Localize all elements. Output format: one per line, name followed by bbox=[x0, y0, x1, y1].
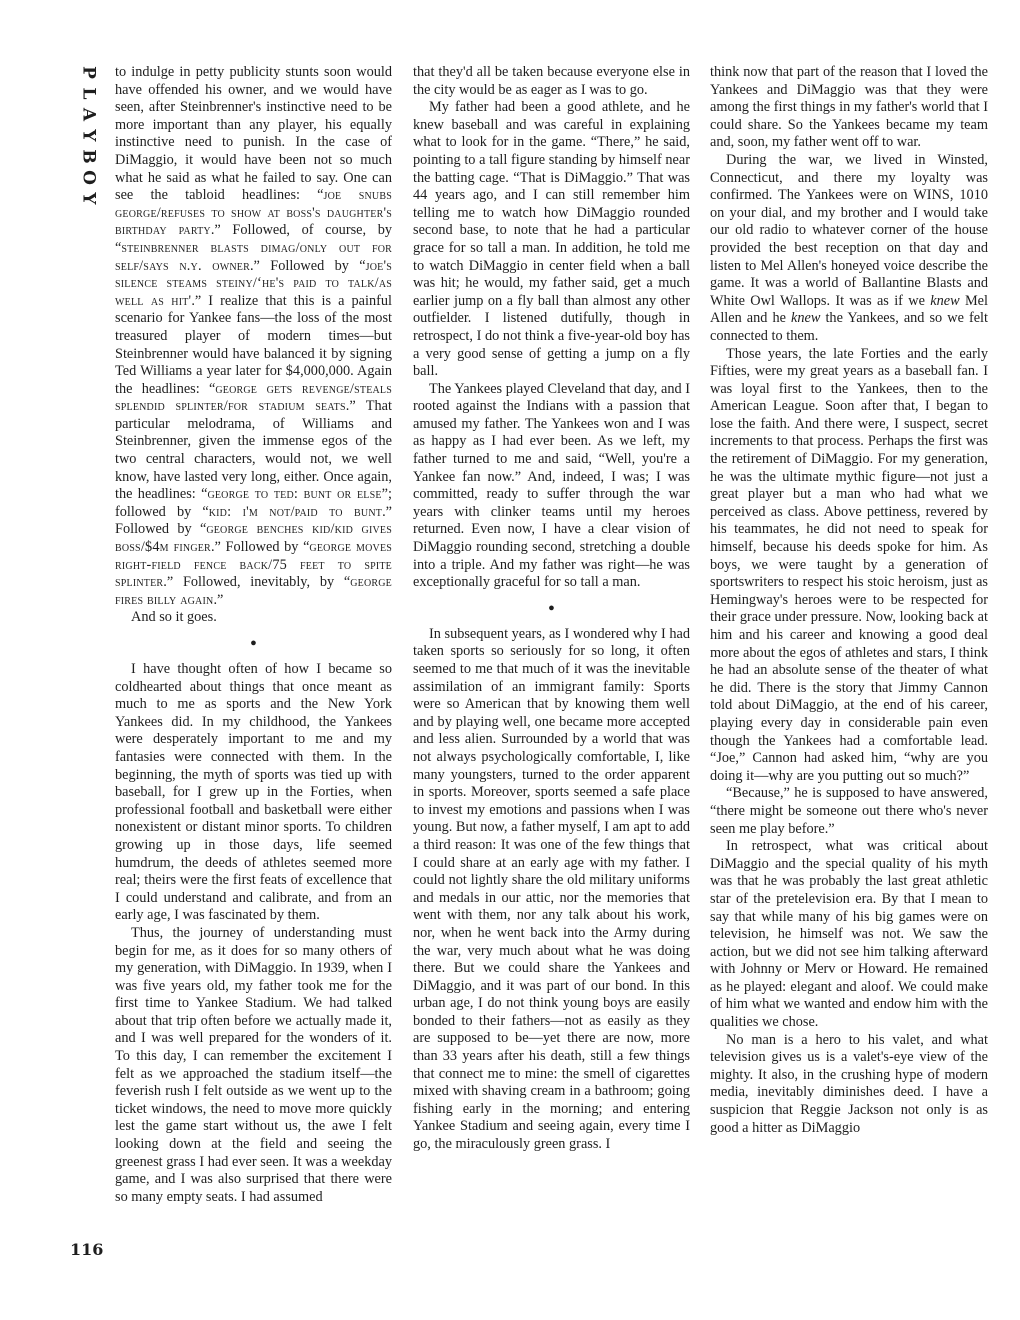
section-break-ornament: ● bbox=[548, 601, 555, 614]
text-column-1 bbox=[115, 64, 392, 1264]
logo-letter: B bbox=[78, 149, 99, 164]
headline-quote: george to ted: bunt or else bbox=[207, 486, 382, 503]
logo-letter: A bbox=[78, 107, 99, 122]
headline-quote: george moves right-field fence back/75 feet to spite splinter bbox=[115, 539, 392, 591]
paragraph: I have thought often of how I became so coldhearted about things that once meant as much to me as sports and the New York Yankees did. In my childhood, the Yankees were desperately important to me and my fantasies were connected with them. In the beginning, the myth of sports was tied up with baseball, for I grew up in the Forties, when professional football and basketball were either nonexistent or distant minor sports. To children growing up in those days, life seemed humdrum, the deeds of athletes seemed more real; theirs were the first feats of excellence that I could understand and calibrate, and from an early age, I was fascinated by them. bbox=[115, 661, 392, 924]
headline-quote: joe's silence steams steiny/‘he's paid to talk/as well as hit' bbox=[115, 257, 392, 309]
paragraph: that they'd all be taken because everyone else in the city would be as eager as I was to go. bbox=[413, 64, 690, 98]
paragraph: No man is a hero to his valet, and what television gives us is a valet's-eye view of the mighty. It also, in the crushing hype of modern media, inevitably diminishes deed. I have a suspicion that Reggie Jackson not only is as good a hitter as DiMaggio bbox=[710, 1031, 988, 1136]
headline-quote: george fires billy again bbox=[115, 574, 392, 608]
text-column-3 bbox=[710, 64, 988, 1264]
logo-letter: L bbox=[78, 87, 99, 100]
logo-letter: Y bbox=[78, 129, 99, 142]
logo-letter: P bbox=[78, 66, 99, 79]
paragraph: My father had been a good athlete, and he knew baseball and was careful in explaining what to look for in the game. “There,” he said, pointing to a tall figure standing by himself near the batting cage. “That is DiMaggio.” That was 44 years ago, and I can still remember him telling me to watch how DiMaggio rounded second base, to note that he had a particular grace for so tall a man. In addition, he told me to watch DiMaggio in center field when a ball was hit; he would, my father said, get a much earlier jump on a fly ball than almost any other outfielder. I listened dutifully, though in retrospect, I do not think a five-year-old boy has a very good sense of getting a jump on a fly ball. bbox=[413, 99, 690, 380]
paragraph: think now that part of the reason that I loved the Yankees and DiMaggio was that they were among the first things in my father's world that I could share. So the Yankees became my team and, soon, my father went off to war. bbox=[710, 64, 988, 151]
text-column-2 bbox=[413, 64, 690, 1264]
page-number: 116 bbox=[70, 1240, 104, 1259]
paragraph: The Yankees played Cleveland that day, and I rooted against the Indians with a passion that amused my father. The Yankees won and I was as happy as I had ever been. As we left, my father turned to me and said, “Well, you're a Yankee fan now.” And, indeed, I was; I was committed, ready to suffer through the war years with clinker teams until my heroes returned. Even now, I have a clear vision of DiMaggio rounding second, stretching a double into a triple. And my father was right—he was exceptionally graceful for so tall a man. bbox=[413, 380, 690, 591]
paragraph: And so it goes. bbox=[131, 609, 217, 626]
emphasis: knew bbox=[791, 310, 821, 327]
logo-letter: O bbox=[78, 170, 99, 185]
headline-quote: steinbrenner blasts dimag/only out for self/says n.y. owner bbox=[115, 239, 392, 274]
emphasis: knew bbox=[930, 292, 960, 309]
headline-quote: kid: i'm not/paid to bunt bbox=[208, 503, 383, 520]
paragraph: During the war, we lived in Winsted, Connecticut, and there my loyalty was confirmed. The Yankees were on WINS, 1010 on your dial, and my brother and I would take our old radio to whatever corner of the house provided the best reception on that day and listen to Mel Allen's honeyed voice describe the game. It was a world of Ballantine Blasts and White Owl Wallops. It was as if we knew Mel Allen and he knew the Yankees, and so we felt connected to them. bbox=[710, 151, 988, 344]
paragraph: In retrospect, what was critical about DiMaggio and the special quality of his myth was that he was probably the last great athletic star of the pretelevision era. By that I mean to say that while many of his big games were on television, he himself was not. We saw the action, but we did not see him talking afterward with Johnny or Merv or Howard. He remained as he played: elegant and aloof. We could make of him what we wanted and endow him with the qualities we chose. bbox=[710, 838, 988, 1031]
paragraph: to indulge in petty publicity stunts soon would have offended his owner, and we would have seen, after Steinbrenner's instinctive need to be more important than any player, his equally instinctive need to punish. In the case of DiMaggio, it would have been not so much what he said as what he failed to say. One can see the tabloid headlines: “joe snubs george/refuses to show at boss's daughter's birthday party.” Followed, of course, by “steinbrenner blasts dimag/only out for self/says n.y. owner.” Followed by “joe's silence steams steiny/‘he's paid to talk/as well as hit'.” I realize that this is a painful scenario for Yankee fans—the loss of the most treasured player of modern times—but Steinbrenner would have balanced it by signing Ted Williams a year later for $4,000,000. Again the headlines: “george gets revenge/steals splendid splinter/for stadium seats.” That particular melodrama, of Williams and Steinbrenner, given the immense egos of the two central characters, would not, we well know, have lasted very long, either. Once again, the headlines: “george to ted: bunt or else”; followed by “kid: i'm not/paid to bunt.” Followed by “george benches kid/kid gives boss/$4m finger.” Followed by “george moves right-field fence back/75 feet to spite splinter.” Followed, inevitably, by “george fires billy again.” bbox=[115, 64, 392, 608]
paragraph: Those years, the late Forties and the early Fifties, were my great years as a baseball fan. I was loyal first to the Yankees, then to the American League. Soon after that, I began to lose the faith. And there were, I suspect, secret increments to that process. Perhaps the first was the retirement of DiMaggio. For my generation, he was the ultimate mythic figure—not just a great player but a man who had what we perceived as class. Above pettiness, revered by his teammates, he did not need to speak for himself, because his deeds spoke for him. As boys, we were taught by a generation of sportswriters to respect his stoic heroism, just as Hemingway's heroes were to be respected for their grace under pressure. Now, looking back at him and his career and knowing a good deal more about the egos of athletes and stars, I think he had an absolute sense of the theater of what he did. There is the story that Jimmy Cannon told about DiMaggio, at the end of his career, playing every day in considerable pain even though the Yankees had a comfortable lead. “Joe,” Cannon had asked him, “why are you doing it—why are you putting out so much?” bbox=[710, 345, 988, 784]
magazine-logo-vertical bbox=[78, 62, 98, 209]
headline-quote: joe snubs george/refuses to show at boss's daughter's birthday party bbox=[115, 187, 392, 239]
paragraph: In subsequent years, as I wondered why I had taken sports so seriously for so long, it often seemed to me that much of it was the inevitable assimilation of an immigrant family: Sports were so American that by knowing them well and by playing well, one became more accepted and less alien. Surrounded by a world that was not always psychologically comfortable, I, like many youngsters, turned to the order apparent in sports. Moreover, sports seemed a safe place to invest my emotions and passions when I was young. But now, a father myself, I am apt to add a third reason: It was one of the few things that I could share at an early age with my father. I could not lightly share the old military uniforms and medals in our attic, nor the memories that went with them, nor any talk about his work, nor, when he went back into the Army during the war, very much about what he was doing there. But we could share the Yankees and DiMaggio, and it was part of our bond. In this urban age, I do not think young boys are easily bonded to their fathers—not as easily as they are supposed to be—yet there are now, more than 33 years after his death, still a few things that connect me to mine: the smell of cigarettes mixed with shaving cream in a bathroom; going fishing early in the morning; and entering Yankee Stadium and seeing again, every time I go, the miraculously green grass. I bbox=[413, 625, 690, 1153]
logo-letter: Y bbox=[78, 192, 99, 205]
section-break-ornament: ● bbox=[250, 637, 257, 649]
headline-quote: george gets revenge/steals splendid splinter/for stadium seats bbox=[115, 380, 392, 415]
headline-quote: george benches kid/kid gives boss/$4m finger bbox=[115, 521, 392, 556]
paragraph: Thus, the journey of understanding must begin for me, as it does for so many others of my generation, with DiMaggio. In 1939, when I was five years old, my father took me for the first time to Yankee Stadium. We had talked about that trip often before we actually made it, and I was well prepared for the wonders of it. To this day, I can remember the excitement I felt as we approached the stadium itself—the feverish rush I felt outside as we went up to the ticket windows, the need to move more quickly lest the game start without us, the awe I felt looking down at the field and seeing the greenest grass I had ever seen. It was a weekday game, and I was also surprised that there were so many empty seats. I had assumed bbox=[115, 924, 392, 1205]
paragraph: “Because,” he is supposed to have answered, “there might be someone out there who's never seen me play before.” bbox=[710, 785, 988, 837]
